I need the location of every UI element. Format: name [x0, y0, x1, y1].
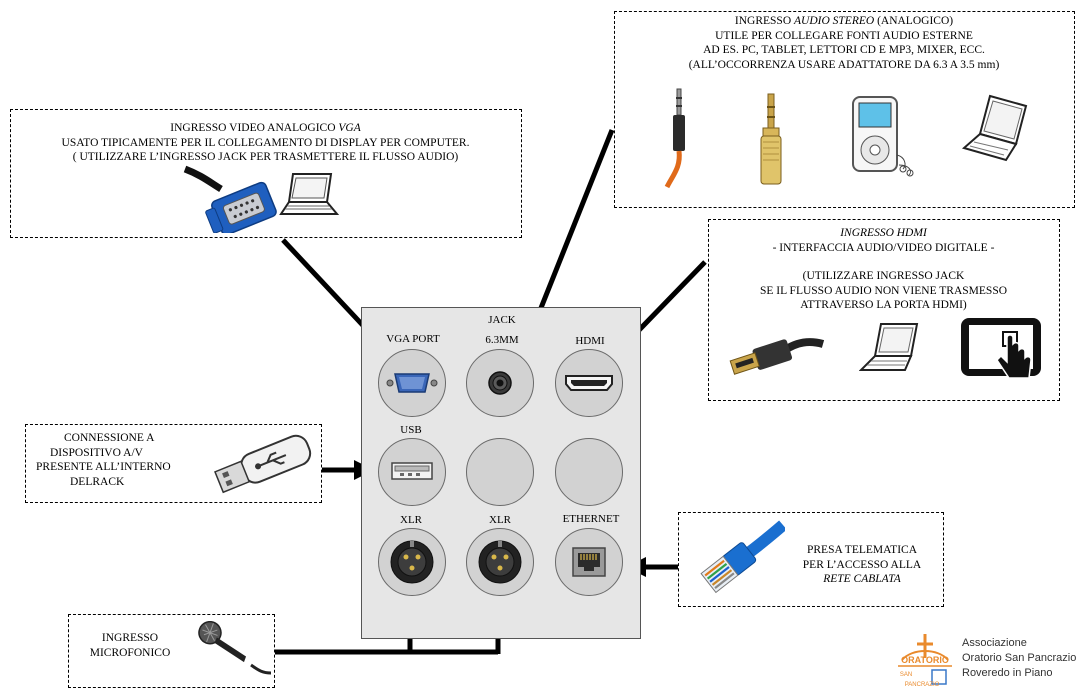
eth-desc-3: RETE CABLATA	[823, 573, 901, 585]
microphone-icon	[191, 621, 273, 681]
xlr-port-2[interactable]	[466, 528, 534, 596]
mic-desc-1: INGRESSO	[101, 632, 159, 644]
vga-desc-2: ( UTILIZZARE L’INGRESSO JACK PER TRASMETTERE IL FLUSSO AUDIO)	[72, 151, 459, 163]
hdmi-title: INGRESSO HDMI	[840, 227, 927, 239]
svg-text:ORATORIO: ORATORIO	[901, 655, 949, 665]
hdmi-cable-icon	[725, 328, 825, 380]
hdmi-port[interactable]	[555, 349, 623, 417]
ethernet-port-label: ETHERNET	[562, 513, 620, 525]
vga-desc-1: USATO TIPICAMENTE PER IL COLLEGAMENTO DI DISPLAY PER COMPUTER.	[61, 136, 470, 149]
svg-text:SAN: SAN	[899, 672, 913, 678]
oratorio-logo-icon	[892, 630, 958, 690]
xlr-socket-icon	[379, 529, 445, 595]
svg-text:PANCRAZIO: PANCRAZIO	[904, 682, 940, 688]
eth-desc-1: PRESA TELEMATICA	[806, 544, 917, 556]
hdmi-desc-1: - INTERFACCIA AUDIO/VIDEO DIGITALE -	[772, 241, 995, 254]
hdmi-desc-3: SE IL FLUSSO AUDIO NON VIENE TRASMESSO	[759, 284, 1008, 297]
usb-info-box	[25, 424, 322, 503]
mp3-player-icon	[843, 95, 919, 177]
laptop-icon	[960, 92, 1032, 164]
eth-desc-2: PER L’ACCESSO ALLA	[802, 558, 922, 571]
jack-label-2: 6.3MM	[485, 334, 519, 346]
jack-label-1: JACK	[488, 314, 516, 326]
ethernet-info-box	[678, 512, 944, 607]
laptop-icon	[279, 170, 341, 220]
audio-desc-1: UTILE PER COLLEGARE FONTI AUDIO ESTERNE	[715, 29, 973, 42]
tablet-touch-icon	[959, 316, 1043, 382]
blank-port-1	[466, 438, 534, 506]
logo-line-1: Associazione	[962, 637, 1027, 649]
audio-info-box	[614, 11, 1075, 208]
association-name	[962, 636, 1076, 681]
blank-port-2	[555, 438, 623, 506]
usb-socket-icon	[379, 439, 445, 505]
mic-info-box	[68, 614, 275, 688]
xlr-port-1[interactable]	[378, 528, 446, 596]
usb-desc-2: DISPOSITIVO A/V	[50, 446, 143, 459]
audio-title: INGRESSO AUDIO STEREO (ANALOGICO)	[734, 15, 954, 27]
usb-port[interactable]	[378, 438, 446, 506]
jack-6.3-adapter-icon	[753, 92, 789, 192]
xlr-socket-icon	[467, 529, 533, 595]
laptop-icon	[859, 320, 923, 376]
jack-port[interactable]	[466, 349, 534, 417]
ethernet-port[interactable]	[555, 528, 623, 596]
audio-desc-3: (ALL’OCCORRENZA USARE ADATTATORE DA 6.3 A 3.5 mm)	[688, 58, 1000, 71]
logo-line-2: Oratorio San Pancrazio	[962, 652, 1077, 664]
connection-panel	[361, 307, 641, 639]
vga-info-box	[10, 109, 522, 238]
jack-3.5-plug-icon	[659, 87, 699, 192]
vga-socket-icon	[379, 350, 445, 416]
vga-port[interactable]	[378, 349, 446, 417]
usb-desc-3: PRESENTE ALL’INTERNO	[36, 461, 171, 473]
usb-desc-4: DELRACK	[70, 475, 125, 488]
hdmi-socket-icon	[556, 350, 622, 416]
hdmi-desc-2: (UTILIZZARE INGRESSO JACK	[802, 270, 965, 282]
logo-line-3: Roveredo in Piano	[962, 667, 1053, 679]
xlr-label-1: XLR	[400, 514, 422, 526]
xlr-label-2: XLR	[489, 514, 511, 526]
vga-port-label: VGA PORT	[386, 333, 440, 345]
hdmi-info-box	[708, 219, 1060, 401]
hdmi-desc-4: ATTRAVERSO LA PORTA HDMI)	[800, 299, 967, 311]
jack-socket-icon	[467, 350, 533, 416]
rj45-cable-icon	[685, 515, 785, 603]
usb-port-label: USB	[400, 424, 422, 436]
hdmi-port-label: HDMI	[575, 335, 605, 347]
vga-title: INGRESSO VIDEO ANALOGICO VGA	[170, 122, 361, 134]
audio-desc-2: AD ES. PC, TABLET, LETTORI CD E MP3, MIXER, ECC.	[703, 44, 985, 56]
vga-connector-icon	[181, 165, 281, 233]
mic-desc-2: MICROFONICO	[89, 646, 171, 659]
rj45-socket-icon	[556, 529, 622, 595]
usb-desc-1: CONNESSIONE A	[64, 432, 155, 444]
usb-stick-icon	[212, 427, 318, 501]
